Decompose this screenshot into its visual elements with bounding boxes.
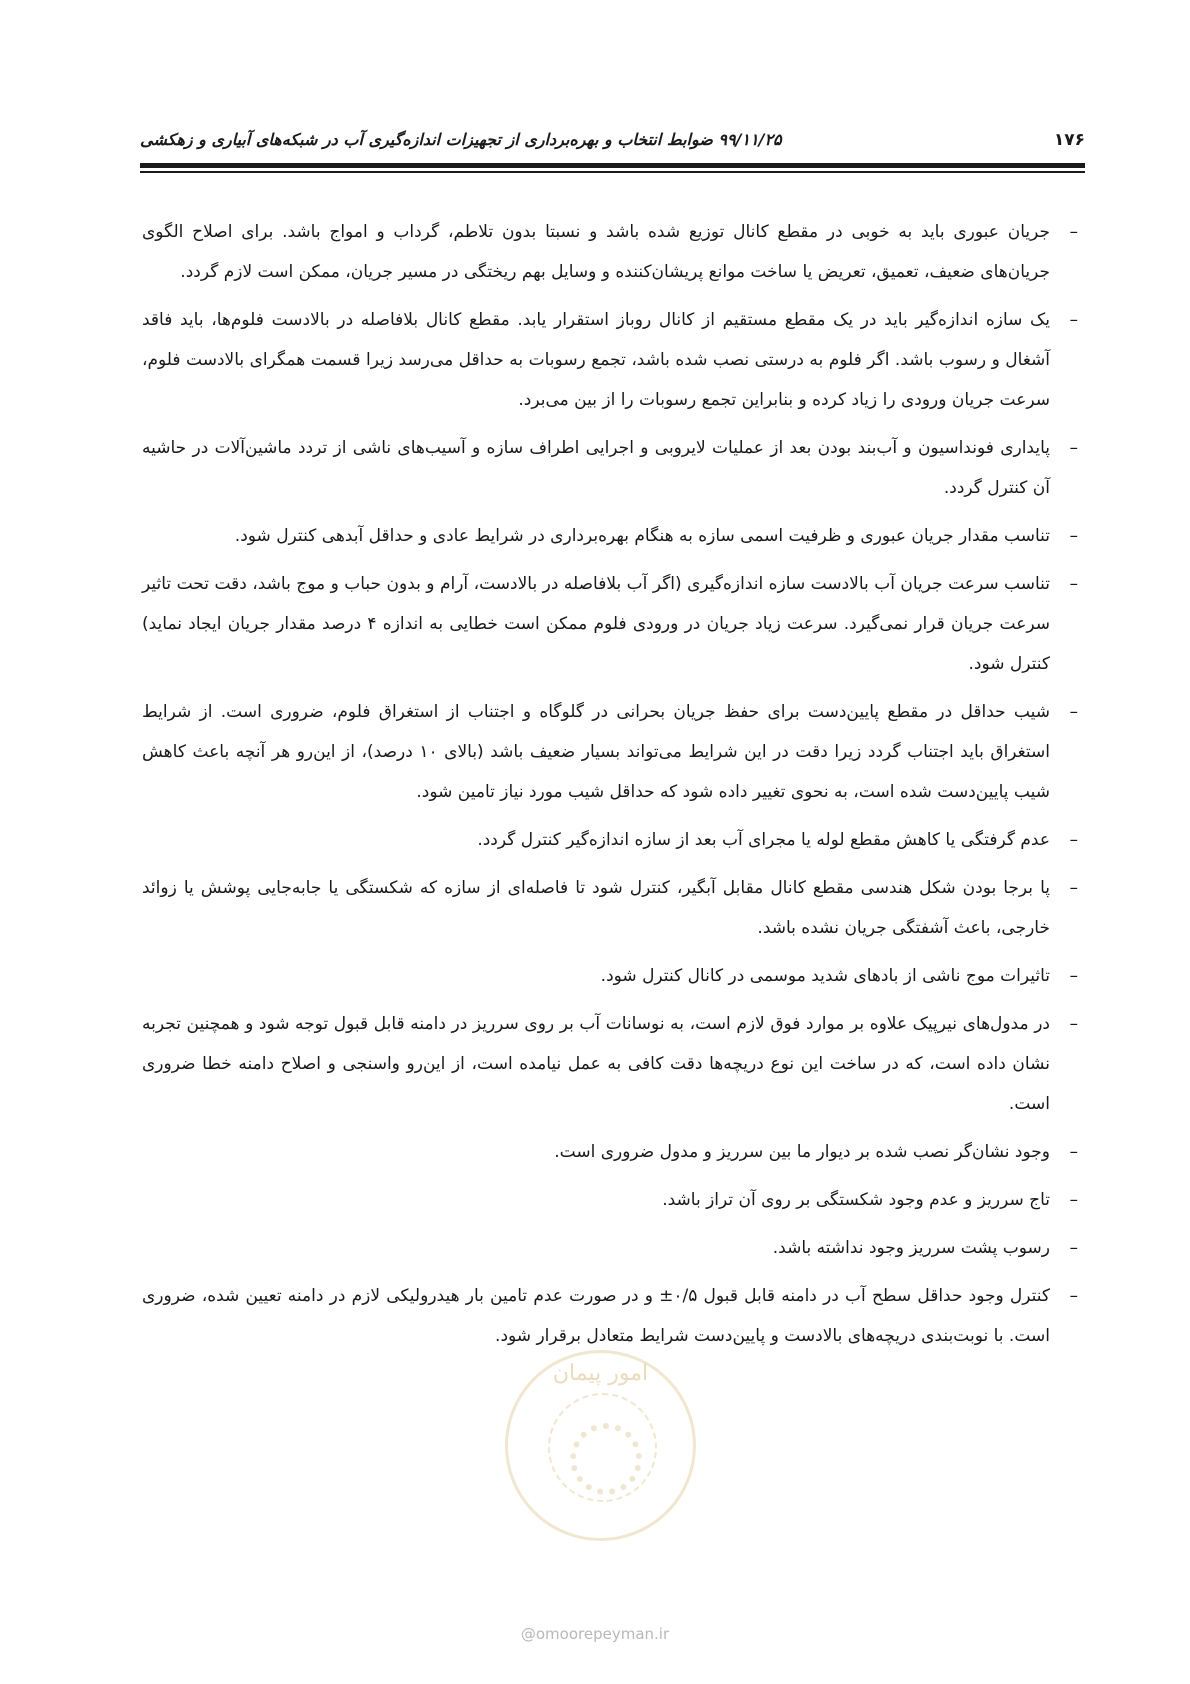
- list-item-text: وجود نشان‌گر نصب شده بر دیوار ما بین سرریز و مدول ضروری است.: [554, 1142, 1050, 1162]
- list-item: [142, 564, 1080, 684]
- bullet-dash: –: [1069, 702, 1078, 722]
- list-item-text: عدم گرفتگی یا کاهش مقطع لوله یا مجرای آب بعد از سازه اندازه‌گیر کنترل گردد.: [477, 830, 1050, 850]
- bullet-dash: –: [1069, 438, 1078, 458]
- list-item: [142, 868, 1080, 948]
- running-title: ۹۹/۱۱/۲۵ ضوابط انتخاب و بهره‌برداری از تجهیزات اندازه‌گیری آب در شبکه‌های آبیاری و زهکشی: [140, 130, 782, 149]
- gear-icon: [570, 1423, 642, 1495]
- bullet-dash: –: [1069, 1142, 1078, 1162]
- list-item-text: تاج سرریز و عدم وجود شکستگی بر روی آن تراز باشد.: [662, 1190, 1050, 1210]
- list-item: [142, 820, 1080, 860]
- bullet-dash: –: [1069, 310, 1078, 330]
- bullet-dash: –: [1069, 574, 1078, 594]
- list-item-text: تناسب سرعت جریان آب بالادست سازه اندازه‌گیری (اگر آب بلافاصله در بالادست، آرام و بدون حباب و موج باشد، دقت تحت تاثیر سرعت جریان قرار نمی‌گیرد. سرعت زیاد جریان در ورودی فلوم ممکن است خطایی به اندازه ۴ درصد مقدار جریان ایجاد نماید) کنترل شود.: [142, 574, 1050, 674]
- list-item: [142, 428, 1080, 508]
- bullet-dash: –: [1069, 526, 1078, 546]
- body-content: [142, 212, 1080, 1364]
- watermark-seal: [505, 1350, 696, 1541]
- list-item-text: جریان عبوری باید به خوبی در مقطع کانال توزیع شده باشد و نسبتا بدون تلاطم، گرداب و امواج باشد. برای اصلاح الگوی جریان‌های ضعیف، تعمیق، تعریض یا ساخت موانع پریشان‌کننده و وسایل بهم ریختگی در مسیر جریان، ممکن است لازم گردد.: [142, 222, 1050, 282]
- list-item-text: تاثیرات موج ناشی از بادهای شدید موسمی در کانال کنترل شود.: [600, 966, 1050, 986]
- list-item: [142, 1228, 1080, 1268]
- bullet-dash: –: [1069, 222, 1078, 242]
- header-rule-thick: [140, 163, 1085, 168]
- list-item: [142, 692, 1080, 812]
- list-item: [142, 300, 1080, 420]
- watermark-ring: [548, 1393, 657, 1502]
- list-item: [142, 1276, 1080, 1356]
- list-item-text: کنترل وجود حداقل سطح آب در دامنه قابل قبول ۰/۵± و در صورت عدم تامین بار هیدرولیکی لازم در دامنه تعیین شده، ضروری است. با نوبت‌بندی دریچه‌های بالادست و پایین‌دست شرایط متعادل برقرار شود.: [142, 1286, 1051, 1346]
- list-item-text: در مدول‌های نیرپیک علاوه بر موارد فوق لازم است، به نوسانات آب بر روی سرریز در دامنه قابل قبول توجه شود و همچنین تجربه نشان داده است، که در ساخت این نوع دریچه‌ها دقت کافی به عمل نیامده است، از این‌رو واسنجی و اصلاح دامنه خطا ضروری است.: [142, 1014, 1050, 1114]
- list-item-text: پایداری فونداسیون و آب‌بند بودن بعد از عملیات لایروبی و اجرایی اطراف سازه و آسیب‌های ناشی از تردد ماشین‌آلات در حاشیه آن کنترل گردد.: [142, 438, 1050, 498]
- list-item-text: پا برجا بودن شکل هندسی مقطع کانال مقابل آبگیر، کنترل شود تا فاصله‌ای از سازه که شکستگی یا جابه‌جایی پوشش یا زوائد خارجی، باعث آشفتگی جریان نشده باشد.: [142, 878, 1050, 938]
- list-item: [142, 1132, 1080, 1172]
- list-item: [142, 1004, 1080, 1124]
- list-item: [142, 516, 1080, 556]
- bullet-dash: –: [1069, 966, 1078, 986]
- page-number: ۱۷۶: [1053, 130, 1085, 150]
- bullet-dash: –: [1069, 1238, 1078, 1258]
- header-rule-thin: [140, 171, 1085, 173]
- list-item-text: یک سازه اندازه‌گیر باید در یک مقطع مستقیم از کانال روباز استقرار یابد. مقطع کانال بلافاصله در بالادست فلوم‌ها، باید فاقد آشغال و رسوب باشد. اگر فلوم به درستی نصب شده باشد، تجمع رسوبات به حداقل می‌رسد زیرا قسمت همگرای بالادست فلوم، سرعت جریان ورودی را زیاد کرده و بنابراین تجمع رسوبات را از بین می‌برد.: [142, 310, 1050, 410]
- watermark-text: امور پیمان: [552, 1361, 649, 1386]
- page-header: [140, 130, 1085, 160]
- requirements-list: [142, 212, 1080, 1356]
- bullet-dash: –: [1069, 878, 1078, 898]
- list-item-text: تناسب مقدار جریان عبوری و ظرفیت اسمی سازه به هنگام بهره‌برداری در شرایط عادی و حداقل آبدهی کنترل شود.: [234, 526, 1050, 546]
- bullet-dash: –: [1069, 1286, 1078, 1306]
- bullet-dash: –: [1069, 1190, 1078, 1210]
- site-url[interactable]: @omoorepeyman.ir: [520, 1625, 670, 1643]
- bullet-dash: –: [1069, 830, 1078, 850]
- list-item: [142, 956, 1080, 996]
- list-item: [142, 212, 1080, 292]
- list-item-text: رسوب پشت سرریز وجود نداشته باشد.: [772, 1238, 1050, 1258]
- list-item-text: شیب حداقل در مقطع پایین‌دست برای حفظ جریان بحرانی در گلوگاه و اجتناب از استغراق فلوم، ضروری است. از شرایط استغراق باید اجتناب گردد زیرا دقت در این شرایط می‌تواند بسیار ضعیف باشد (بالای ۱۰ درصد)، از این‌رو هر آنچه باعث کاهش شیب پایین‌دست شده است، به نحوی تغییر داده شود که حداقل شیب مورد نیاز تامین شود.: [142, 702, 1050, 802]
- list-item: [142, 1180, 1080, 1220]
- bullet-dash: –: [1069, 1014, 1078, 1034]
